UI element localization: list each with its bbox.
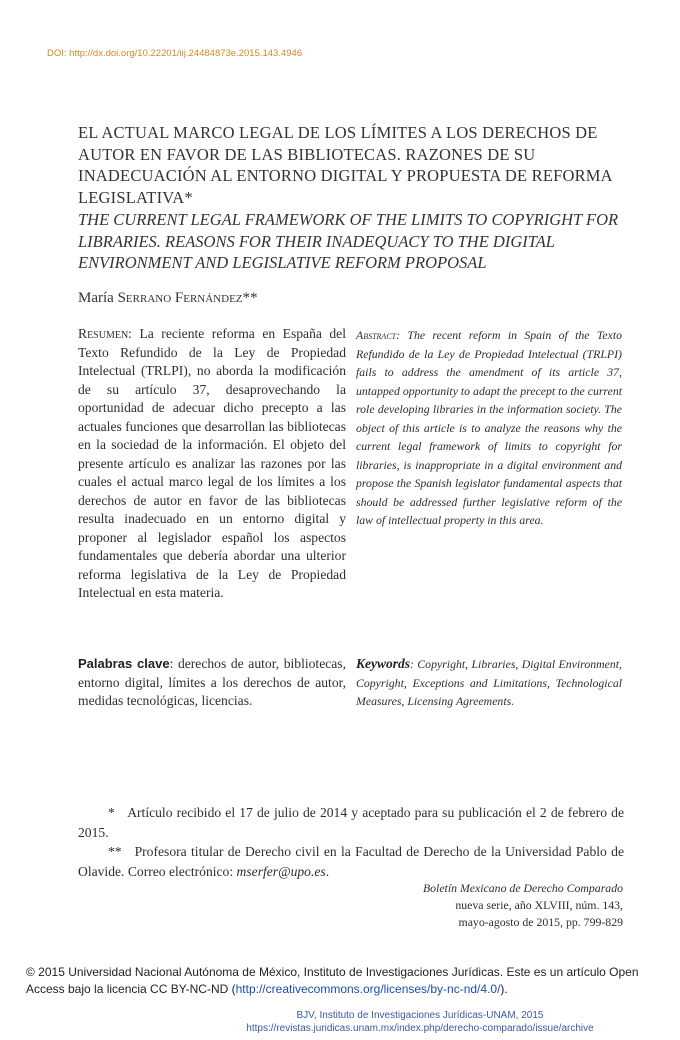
author-footnote-mark: ** (242, 290, 258, 306)
journal-pages: mayo-agosto de 2015, pp. 799-829 (458, 915, 623, 929)
journal-name: Boletín Mexicano de Derecho Comparado (422, 881, 623, 895)
license-text: © 2015 Universidad Nacional Autónoma de México, Instituto de Investigaciones Jurídicas. Este es un artículo Open Access bajo la licencia CC BY-NC-ND ( (26, 965, 639, 996)
footnotes (78, 803, 624, 881)
abstract-english-text: The recent reform in Spain of the Texto Refundido de la Ley de Propiedad Intelectual (TRLPI) fails to address the amendment of its article 37, untapped opportunity to adapt the precept to the current role developing libraries in the information society. The object of this article is to analyze the reasons why the current legal framework of limits to copyright for libraries, is inappropriate in a digital environment and propose the Spanish legislator fundamental aspects that should be addressed further legislative reform of the law of intellectual property in this area. (356, 328, 622, 527)
author-email[interactable]: mserfer@upo.es (236, 863, 326, 879)
footnote-2-end: . (325, 863, 330, 879)
abstract-english-label: Abstract: (356, 328, 401, 342)
license-link[interactable]: http://creativecommons.org/licenses/by-nc-nd/4.0/ (235, 982, 501, 996)
abstract-spanish (78, 325, 346, 603)
keywords-spanish-text: : derechos de autor, bibliotecas, entorno digital, límites a los derechos de autor, medidas tecnológicas, licencias. (78, 656, 346, 708)
footer-archive-link[interactable]: https://revistas.juridicas.unam.mx/index.php/derecho-comparado/issue/archive (246, 1022, 594, 1034)
abstract-spanish-text: La reciente reforma en España del Texto Refundido de la Ley de Propiedad Intelectual (TRLPI), no aborda la modificación de su artículo 37, desaprovechando la oportunidad de adecuar dicho precepto a las actuales funciones que desarrollan las bibliotecas en la sociedad de la información. El objeto del presente artículo es analizar las razones por las cuales el actual marco legal de los límites a los derechos de autor en favor de las bibliotecas resulta inadecuado en un entorno digital y proponer al legislador español los aspectos fundamentales que debería abordar una ulterior reforma legislativa de la Ley de Propiedad Intelectual en esta materia. (78, 326, 346, 600)
author (78, 290, 258, 307)
page-footer (0, 1010, 680, 1035)
abstract-english (356, 326, 622, 530)
footnote-1-mark: * (108, 805, 115, 820)
journal-issue: nueva serie, año XLVIII, núm. 143, (455, 898, 623, 912)
keywords-spanish-label: Palabras clave (78, 656, 170, 671)
footer-publisher: BJV, Instituto de Investigaciones Jurídicas-UNAM, 2015 (296, 1010, 544, 1021)
author-given-name: María (78, 290, 118, 306)
author-family-name: Serrano Fernández (117, 290, 243, 306)
keywords-spanish (78, 655, 346, 711)
footnote-1 (78, 803, 624, 842)
title-spanish: EL ACTUAL MARCO LEGAL DE LOS LÍMITES A LOS DERECHOS DE AUTOR EN FAVOR DE LAS BIBLIOTECAS. RAZONES DE SU INADECUACIÓN AL ENTORNO DIGITAL Y PROPUESTA DE REFORMA LEGISLATIVA* (78, 123, 612, 207)
footnote-2-mark: ** (108, 844, 122, 859)
license-notice (26, 964, 662, 998)
abstract-spanish-label: Resumen: (78, 326, 132, 341)
footnote-1-text: Artículo recibido el 17 de julio de 2014 y aceptado para su publicación el 2 de febrero de 2015. (78, 805, 624, 840)
footnote-2 (78, 842, 624, 881)
doi-link[interactable]: DOI: http://dx.doi.org/10.22201/iij.24484873e.2015.143.4946 (47, 48, 303, 59)
footnote-2-text: Profesora titular de Derecho civil en la Facultad de Derecho de la Universidad Pablo de Olavide. Correo electrónico: (78, 844, 625, 879)
keywords-english-label: Keywords (356, 656, 410, 671)
license-end: ). (500, 982, 508, 996)
title-english: THE CURRENT LEGAL FRAMEWORK OF THE LIMITS TO COPYRIGHT FOR LIBRARIES. REASONS FOR THEIR INADEQUACY TO THE DIGITAL ENVIRONMENT AND LEGISLATIVE REFORM PROPOSAL (78, 210, 619, 272)
keywords-english-text: : Copyright, Libraries, Digital Environment, Copyright, Exceptions and Limitations, Technological Measures, Licensing Agreements. (356, 657, 622, 708)
keywords-english (356, 655, 622, 711)
journal-citation (423, 880, 623, 931)
